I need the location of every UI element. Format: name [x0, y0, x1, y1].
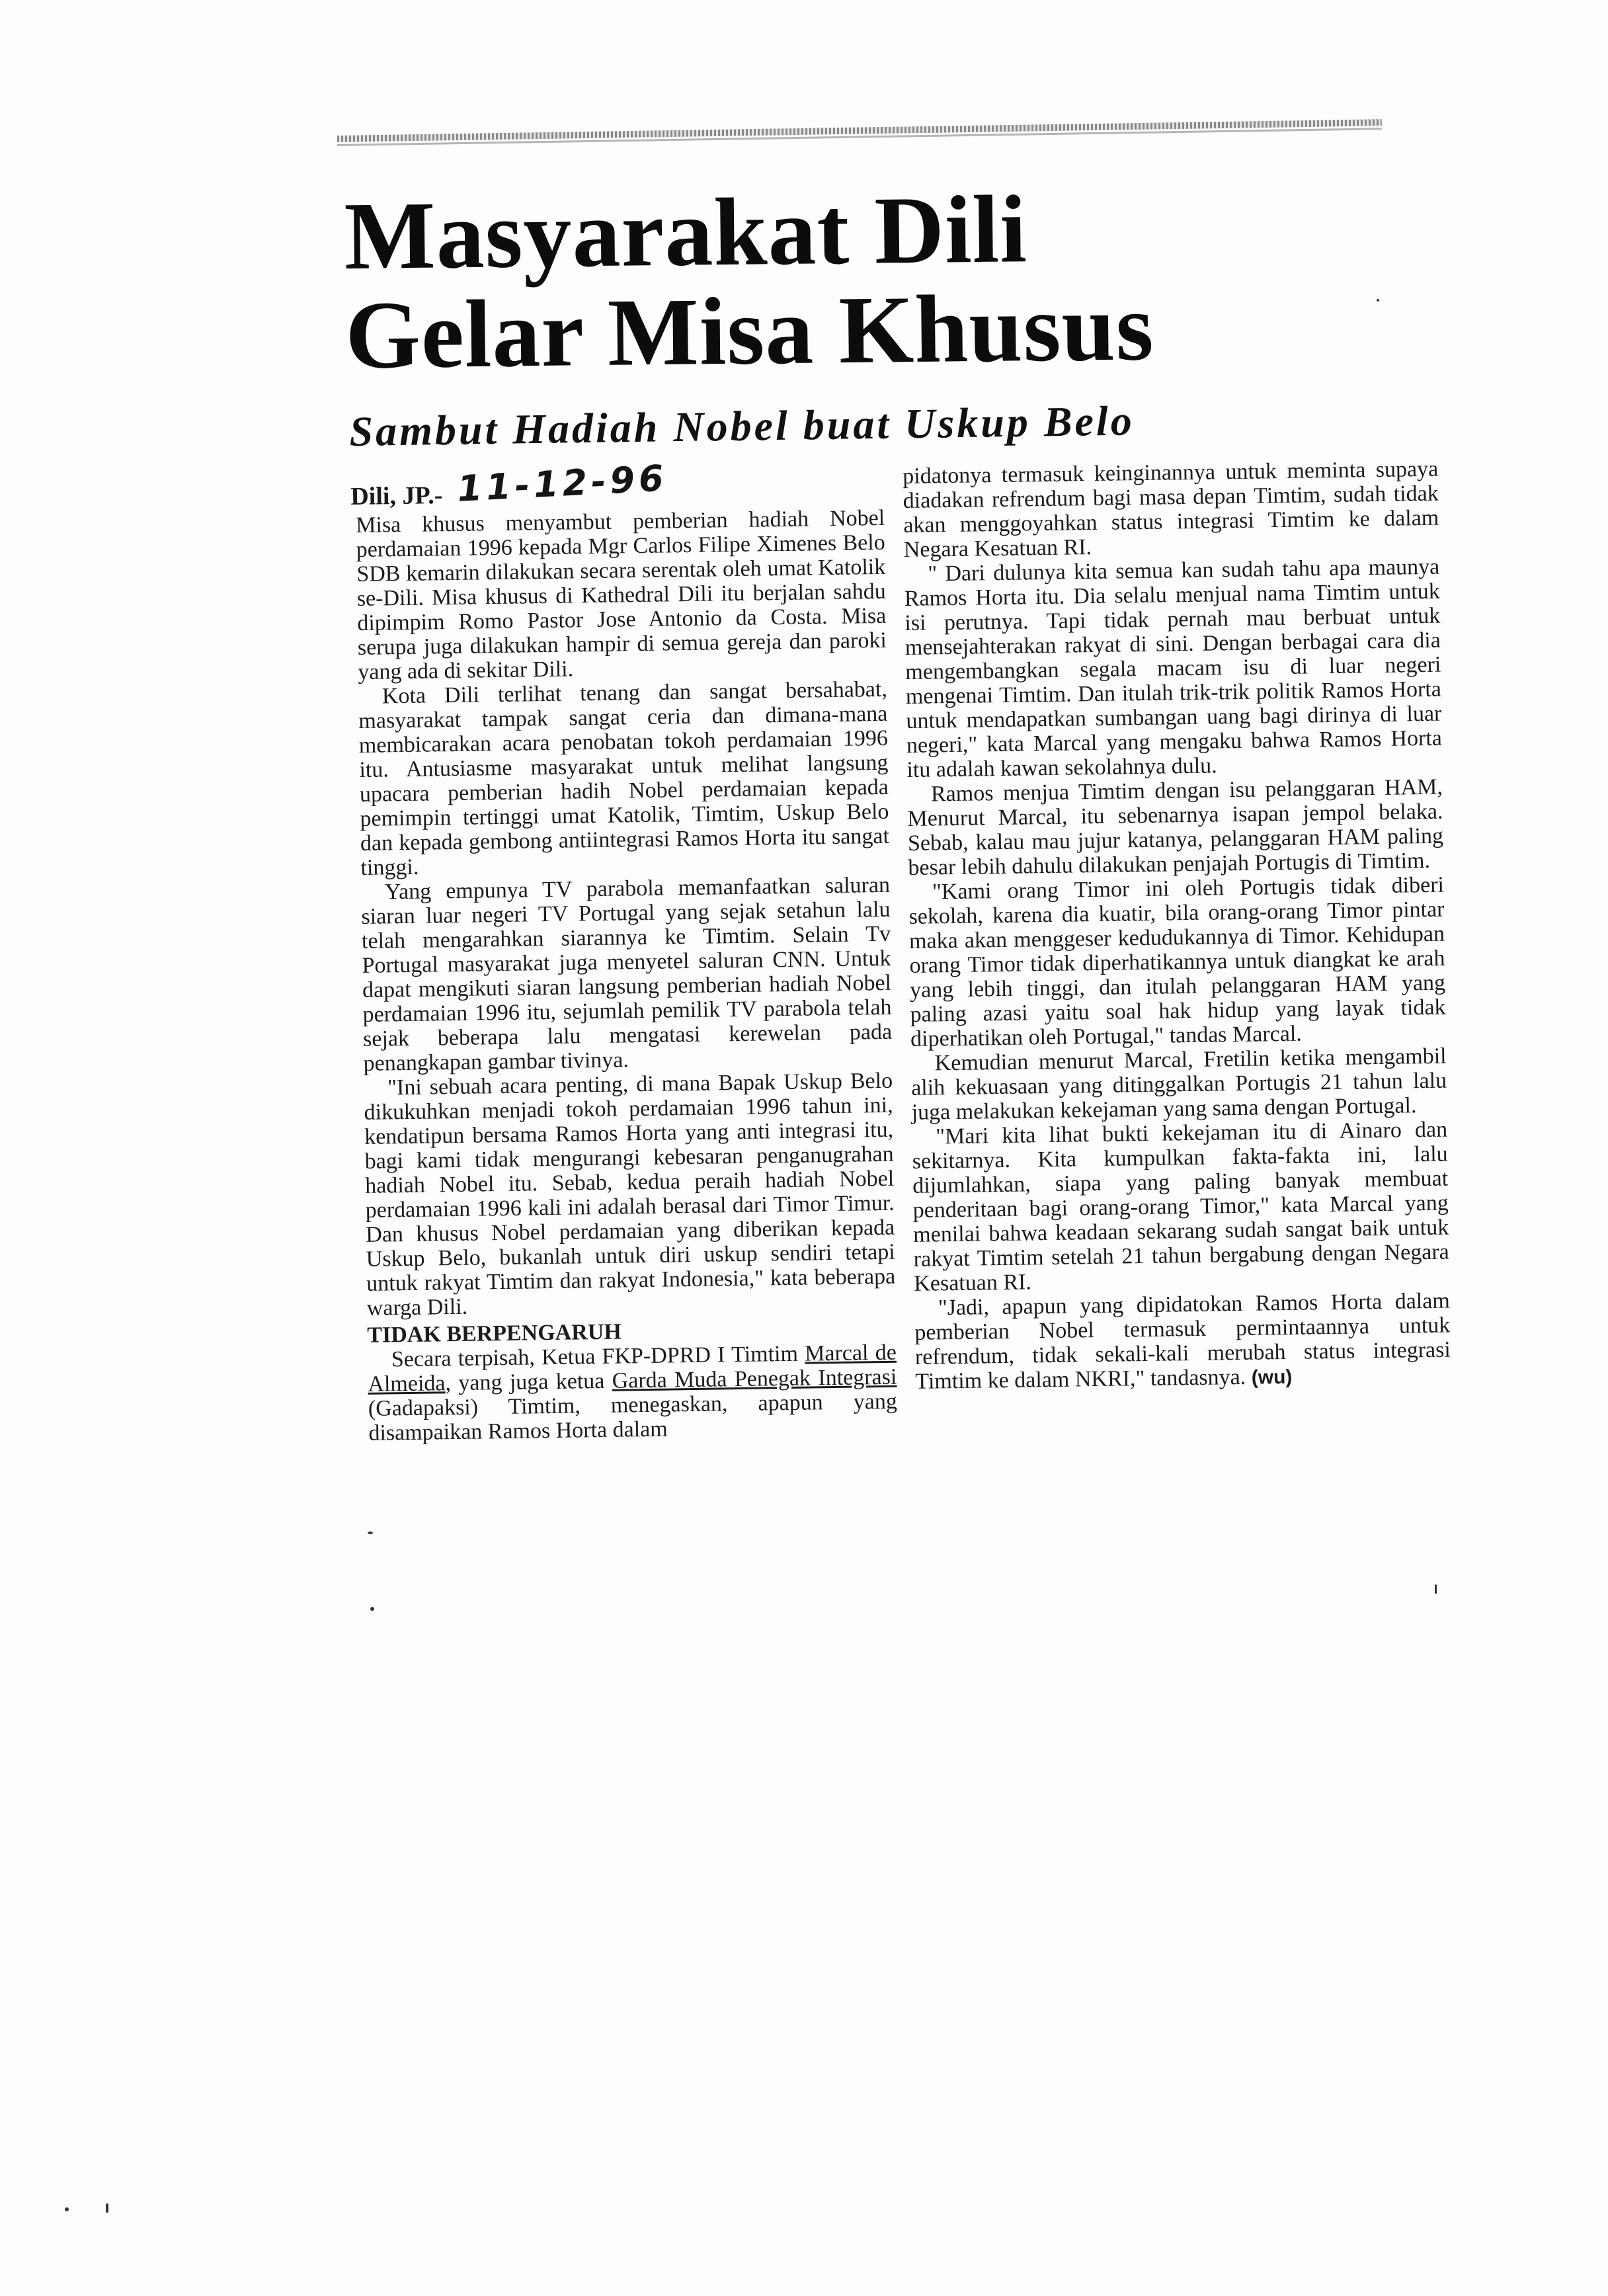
- paragraph: "Mari kita lihat bukti kekejaman itu di Ainaro dan sekitarnya. Kita kumpulkan fakta-fakta ini, lalu dijumlahkan, siapa yang paling banyak membuat penderitaan bagi orang-orang Timor," kata Marcal yang menilai bahwa keadaan sekarang sudah sangat baik untuk rakyat Timtim setelah 21 tahun bergabung dengan Negara Kesatuan RI.: [912, 1117, 1449, 1296]
- text-run: (Gadapaksi) Timtim, menegaskan, apapun yang disampaikan Ramos Horta dalam: [368, 1389, 898, 1446]
- scan-speck: [370, 1607, 374, 1611]
- dateline: Dili, JP.-: [350, 481, 443, 511]
- scan-speck: [368, 1532, 373, 1534]
- scan-speck: [1377, 299, 1379, 302]
- paragraph: "Ini sebuah acara penting, di mana Bapak Uskup Belo dikukuhkan menjadi tokoh perdamaian 1996 tahun ini, kendatipun bersama Ramos Horta yang anti integrasi itu, bagi kami tidak mengurangi kebesaran penganugrahan hadiah Nobel itu. Sebab, kedua peraih hadiah Nobel perdamaian 1996 kali ini adalah berasal dari Timor Timur. Dan khusus Nobel perdamaian yang diberikan kepada Uskup Belo, bukanlah untuk diri uskup sendiri tetapi untuk rakyat Timtim dan rakyat Indonesia," kata beberapa warga Dili.: [364, 1068, 896, 1321]
- text-run: "Jadi, apapun yang dipidatokan Ramos Horta dalam pemberian Nobel termasuk permintaannya untuk refrendum, tidak sekali-kali merubah status integrasi Timtim ke dalam NKRI," tandasnya.: [914, 1288, 1451, 1394]
- article-column-left: [356, 506, 898, 1446]
- paragraph: pidatonya termasuk keinginannya untuk meminta supaya diadakan refrendum bagi masa depan Timtim, sudah tidak akan menggoyahkan status integrasi Timtim ke dalam Negara Kesatuan RI.: [903, 456, 1439, 562]
- underlined-name: Marcal de Almeida: [368, 1340, 897, 1397]
- paragraph: [914, 1289, 1451, 1395]
- paragraph: "Kami orang Timor ini oleh Portugis tidak diberi sekolah, karena dia kuatir, bila orang-orang Timor pintar maka akan menggeser kedudukannya di Timor. Kehidupan orang Timor tidak diperhatikannya untuk diangkat ke arah yang lebih tinggi, dan itulah pelanggaran HAM yang paling azasi yaitu soal hak hidup yang layak tidak diperhatikan oleh Portugal," tandas Marcal.: [908, 872, 1446, 1051]
- headline: [343, 175, 1404, 389]
- paragraph: [368, 1340, 898, 1446]
- article-column-right: [903, 457, 1451, 1395]
- paragraph: Ramos menjua Timtim dengan isu pelanggaran HAM, Menurut Marcal, itu sebenarnya isapan jempol belaka. Sebab, kalau mau jujur katanya, pelanggaran HAM paling besar lebih dahulu dilakukan penjajah Portugis di Timtim.: [907, 774, 1444, 880]
- paragraph: Misa khusus menyambut pemberian hadiah Nobel perdamaian 1996 kepada Mgr Carlos Filipe Ximenes Belo SDB kemarin dilakukan secara serentak oleh umat Katolik se-Dili. Misa khusus di Kathedral Dili itu berjalan sahdu dipimpim Romo Pastor Jose Antonio da Costa. Misa serupa juga dilakukan hampir di semua gereja dan paroki yang ada di sekitar Dili.: [356, 505, 887, 684]
- headline-line-1: Masyarakat Dili: [343, 175, 1028, 290]
- section-subhead: TIDAK BERPENGARUH: [367, 1319, 622, 1348]
- underlined-organization: Garda Muda Penegak Integrasi: [612, 1364, 897, 1393]
- text-run: Secara terpisah, Ketua FKP-DPRD I Timtim: [391, 1341, 805, 1372]
- scan-speck: [106, 2203, 108, 2213]
- handwritten-date: 11-12-96: [456, 457, 669, 510]
- scan-speck: [1435, 1584, 1437, 1594]
- paragraph: Kota Dili terlihat tenang dan sangat bersahabat, masyarakat tampak sangat ceria dan dimana-mana membicarakan acara penobatan tokoh perdamaian 1996 itu. Antusiasme masyarakat untuk melihat langsung upacara pemberian hadih Nobel perdamaian kepada pemimpin tertinggi umat Katolik, Timtim, Uskup Belo dan kepada gembong antiintegrasi Ramos Horta itu sangat tinggi.: [358, 676, 890, 880]
- subheadline: Sambut Hadiah Nobel buat Uskup Belo: [348, 397, 1135, 455]
- headline-line-2: Gelar Misa Khusus: [344, 273, 1155, 389]
- paragraph: Yang empunya TV parabola memanfaatkan saluran siaran luar negeri TV Portugal yang sejak setahun lalu telah mengarahkan siarannya ke Timtim. Selain Tv Portugal masyarakat juga menyetel saluran CNN. Untuk dapat mengikuti siaran langsung pemberian hadiah Nobel perdamaian 1996 itu, sejumlah pemilik TV parabola telah sejak beberapa lalu mengatasi kerewelan pada penangkapan gambar tivinya.: [361, 872, 893, 1076]
- scan-speck: [65, 2207, 69, 2211]
- paragraph: " Dari dulunya kita semua kan sudah tahu apa maunya Ramos Horta itu. Dia selalu menjual nama Timtim untuk isi perutnya. Tapi tidak pernah mau berbuat untuk mensejahterakan rakyat di sini. Dengan berbagai cara dia mengembangkan segala macam isu di luar negeri mengenai Timtim. Dan itulah trik-trik politik Ramos Horta untuk mendapatkan sumbangan uang bagi dirinya di luar negeri," kata Marcal yang mengaku bahwa Ramos Horta itu adalah kawan sekolahnya dulu.: [904, 554, 1443, 782]
- paragraph: Kemudian menurut Marcal, Fretilin ketika mengambil alih kekuasaan yang ditinggalkan Portugis 21 tahun lalu juga melakukan kekejaman yang sama dengan Portugal.: [910, 1044, 1447, 1125]
- author-signature: (wu): [1251, 1366, 1293, 1389]
- text-run: , yang juga ketua: [445, 1368, 612, 1396]
